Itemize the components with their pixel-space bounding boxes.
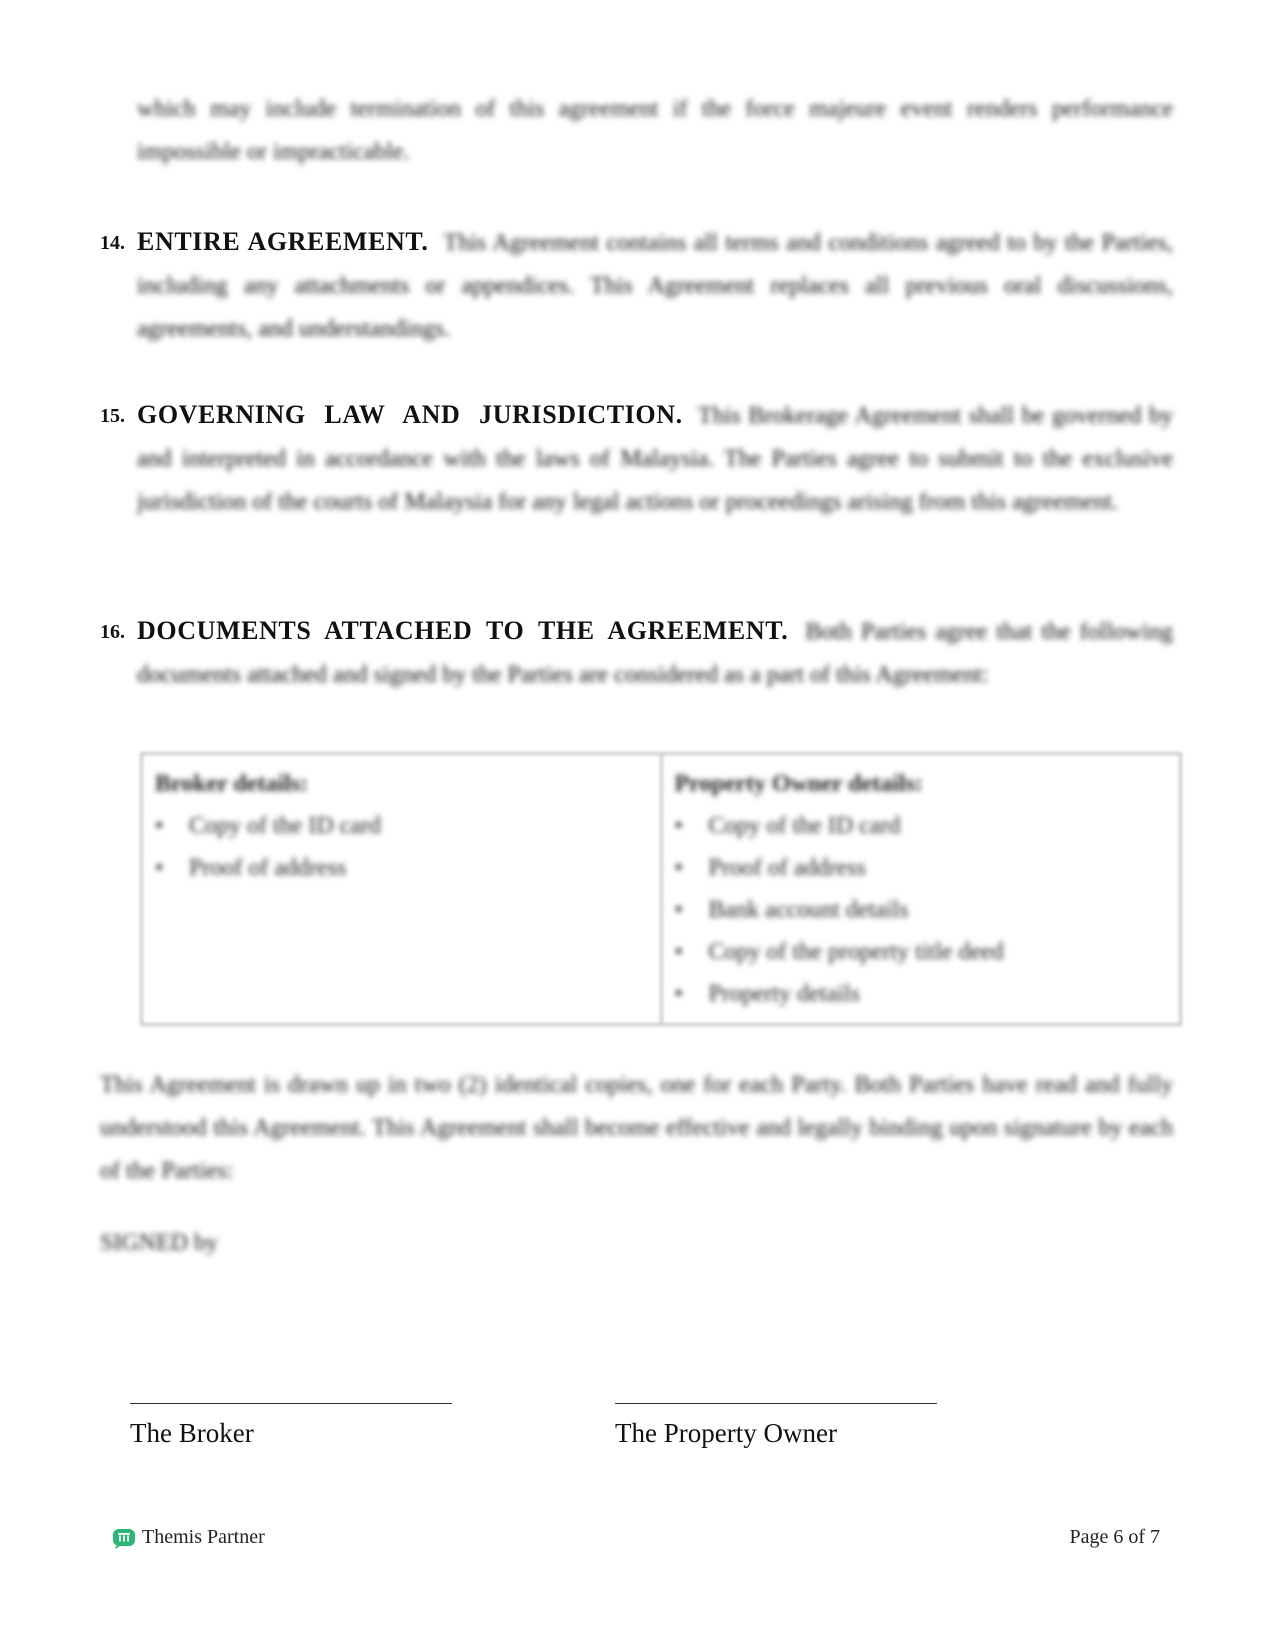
clause-number: 14. [100, 232, 125, 254]
owner-details-list [675, 805, 1168, 1015]
clause-heading: DOCUMENTS ATTACHED TO THE AGREEMENT. [137, 616, 789, 645]
closing-paragraph: This Agreement is drawn up in two (2) identical copies, one for each Party. Both Parties have read and fully understood this Agreement. This Agreement shall become effective and legally binding upon signature by each of the Parties: [100, 1072, 1173, 1184]
attached-documents-table [140, 752, 1182, 1026]
page-number: Page 6 of 7 [1069, 1526, 1160, 1548]
bullet-icon: • [674, 855, 683, 881]
clause-number: 16. [100, 621, 125, 643]
clause-14 [100, 220, 1173, 351]
owner-signature-label: The Property Owner [615, 1418, 837, 1448]
list-item: • Proof of address [189, 847, 648, 889]
clause-text: This Brokerage Agreement shall be governed by and interpreted in accordance with the laws of Malaysia. The Parties agree to submit to the exclusive jurisdiction of the courts of Malaysia for any legal actions or proceedings arising from this agreement. [137, 403, 1173, 515]
clause-heading: ENTIRE AGREEMENT. [137, 227, 429, 256]
clause-text: This Agreement contains all terms and conditions agreed to by the Parties, including any attachments or appendices. This Agreement replaces all previous oral discussions, agreements, and understandings. [137, 230, 1174, 342]
list-item: • Copy of the ID card [189, 805, 648, 847]
clause-heading: GOVERNING LAW AND JURISDICTION. [137, 400, 683, 429]
owner-signature-line[interactable] [615, 1403, 937, 1404]
signed-by-label: SIGNED by [100, 1230, 218, 1256]
list-item: • Proof of address [709, 847, 1168, 889]
list-item: • Bank account details [709, 889, 1168, 931]
owner-details-title: Property Owner details: [674, 771, 923, 797]
clause-text: Both Parties agree that the following documents attached and signed by the Parties are considered as a part of this Agreement: [137, 619, 1173, 688]
list-item: • Copy of the property title deed [709, 931, 1168, 973]
continuation-paragraph: which may include termination of this agreement if the force majeure event renders performance impossible or impracticable. [137, 96, 1173, 165]
list-item: • Property details [709, 973, 1168, 1015]
broker-signature-line[interactable] [130, 1403, 452, 1404]
brand-name: Themis Partner [142, 1526, 265, 1548]
clause-16 [100, 609, 1173, 697]
bullet-icon: • [674, 981, 683, 1007]
footer-brand [112, 1526, 265, 1549]
bullet-icon: • [155, 813, 164, 839]
clause-15 [100, 393, 1173, 524]
owner-details-column [660, 755, 1180, 1023]
broker-signature-label: The Broker [130, 1418, 254, 1448]
broker-details-title: Broker details: [155, 771, 309, 797]
broker-details-column [143, 755, 660, 1023]
bullet-icon: • [155, 855, 164, 881]
clause-number: 15. [100, 405, 125, 427]
bullet-icon: • [674, 939, 683, 965]
bullet-icon: • [674, 813, 683, 839]
bullet-icon: • [674, 897, 683, 923]
list-item: • Copy of the ID card [709, 805, 1168, 847]
broker-details-list [155, 805, 648, 889]
themis-logo-icon [112, 1527, 136, 1549]
